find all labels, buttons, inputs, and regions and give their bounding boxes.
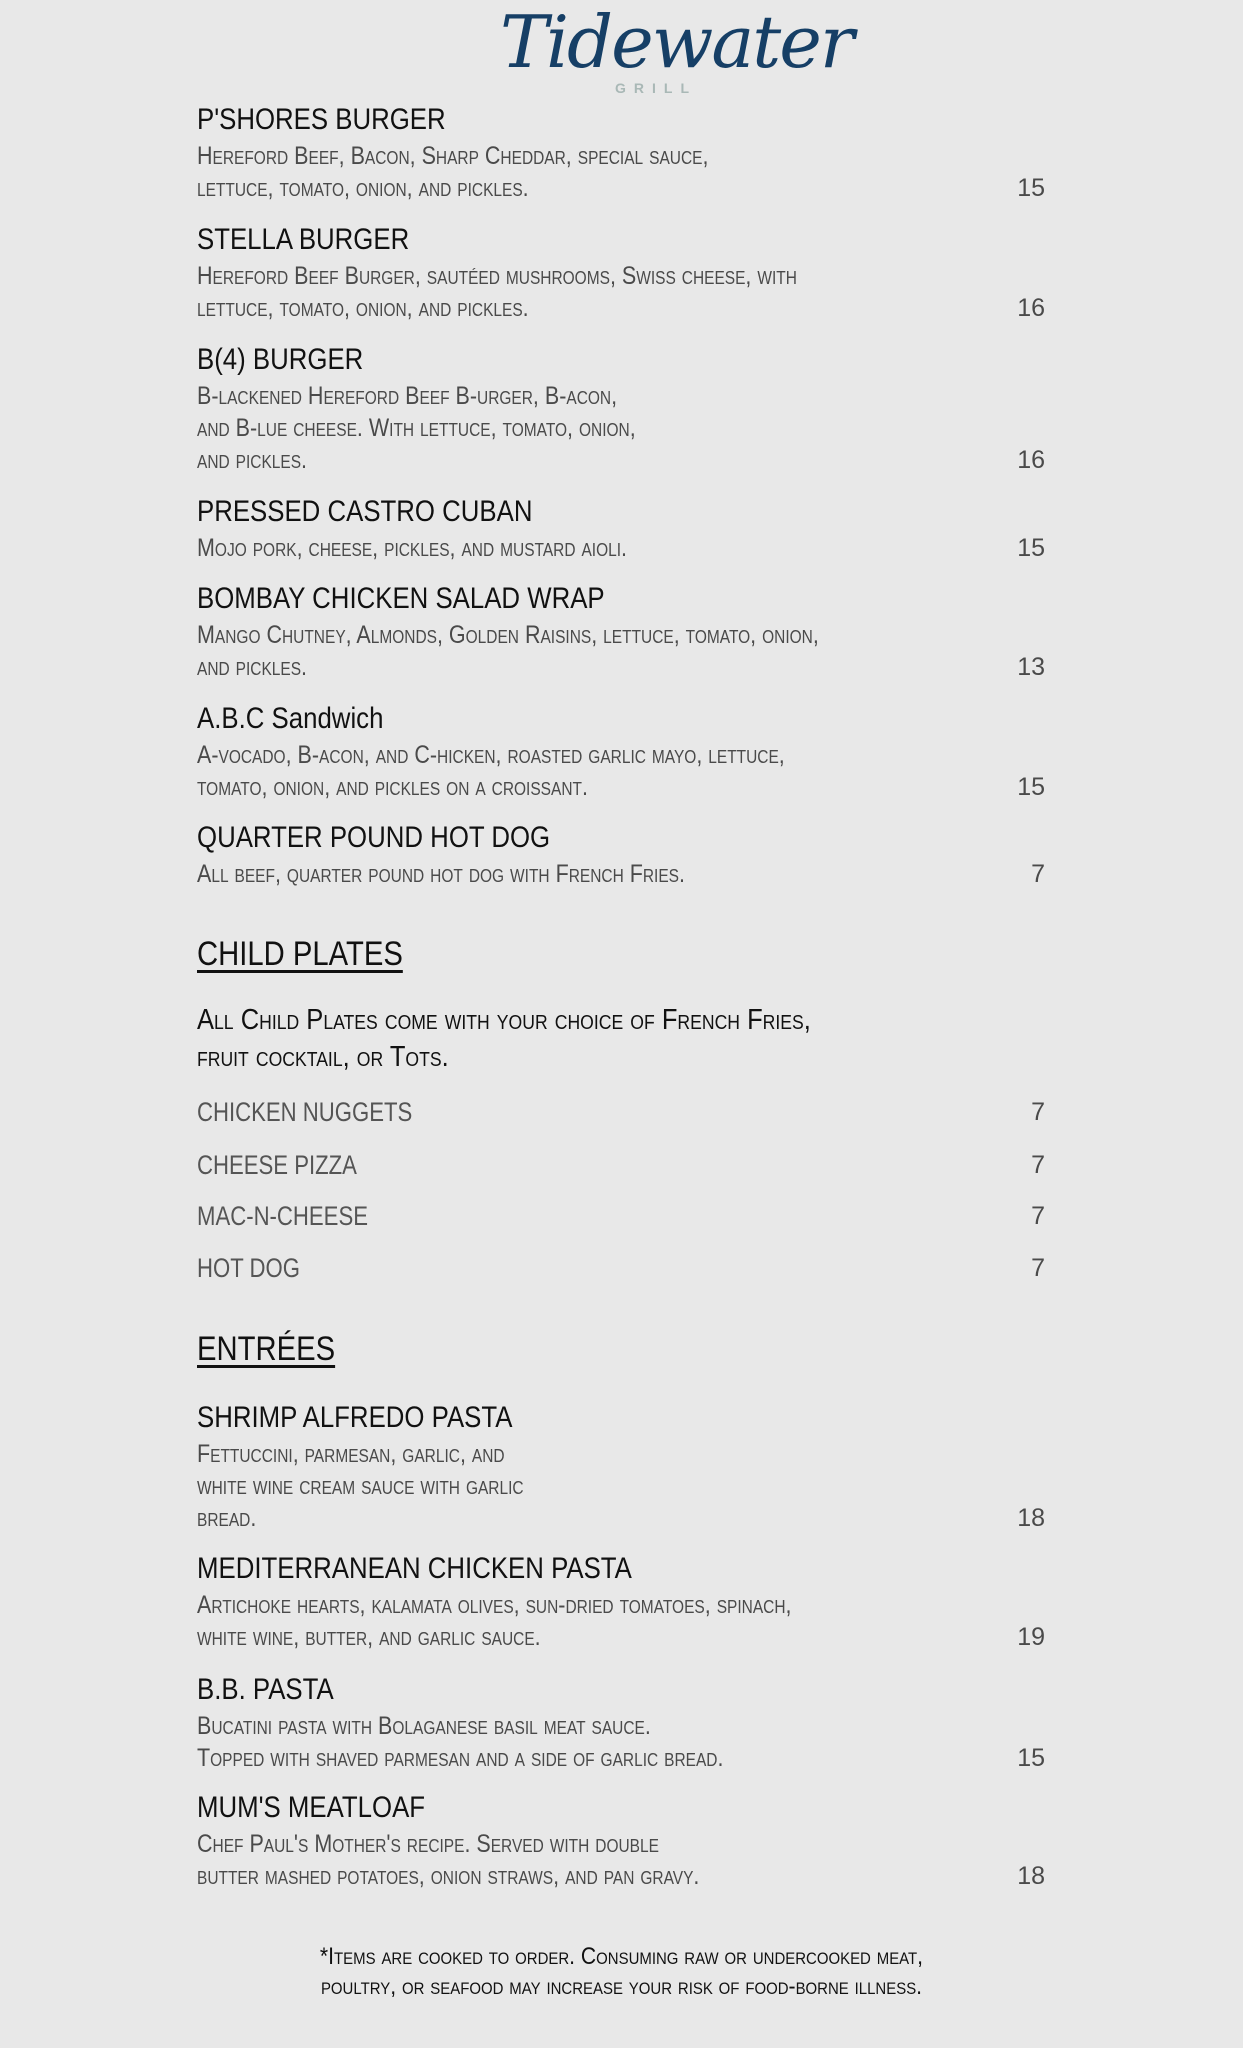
item-title: MUM'S MEATLOAF bbox=[197, 1791, 426, 1824]
item-description-line: Chef Paul's Mother's recipe. Served with double bbox=[197, 1830, 659, 1858]
child-plate-price: 7 bbox=[1031, 1254, 1045, 1282]
disclaimer-line: poultry, or seafood may increase your risk of food-borne illness. bbox=[320, 1973, 923, 2000]
menu-item bbox=[197, 1788, 1045, 1892]
child-plates-intro bbox=[197, 1002, 811, 1076]
item-price: 15 bbox=[1017, 174, 1045, 202]
item-price: 18 bbox=[1017, 1862, 1045, 1890]
item-title: STELLA BURGER bbox=[197, 223, 410, 256]
child-plate-name: CHEESE PIZZA bbox=[197, 1150, 357, 1180]
item-price: 18 bbox=[1017, 1504, 1045, 1532]
item-title: SHRIMP ALFREDO PASTA bbox=[197, 1401, 513, 1434]
child-plate-price: 7 bbox=[1031, 1098, 1045, 1126]
item-description-line: Mojo pork, cheese, pickles, and mustard aioli. bbox=[197, 534, 628, 562]
entrees-heading: ENTRÉES bbox=[197, 1330, 336, 1368]
child-plates-heading: CHILD PLATES bbox=[197, 935, 403, 973]
child-plate-name: HOT DOG bbox=[197, 1253, 300, 1283]
item-description-line: Hereford Beef, Bacon, Sharp Cheddar, special sauce, bbox=[197, 142, 709, 170]
item-price: 7 bbox=[1031, 860, 1045, 888]
item-description-line: Bucatini pasta with Bolaganese basil meat sauce. bbox=[197, 1712, 651, 1740]
menu-item bbox=[197, 1549, 1045, 1653]
tidewater-logo bbox=[500, 0, 853, 98]
child-plate-price: 7 bbox=[1031, 1202, 1045, 1230]
item-price: 16 bbox=[1017, 446, 1045, 474]
menu-item bbox=[197, 1670, 1045, 1774]
item-description-line: Mango Chutney, Almonds, Golden Raisins, lettuce, tomato, onion, bbox=[197, 621, 819, 649]
intro-line: All Child Plates come with your choice of French Fries, bbox=[197, 1004, 811, 1036]
menu-item bbox=[197, 699, 1045, 803]
item-description-line: tomato, onion, and pickles on a croissant. bbox=[197, 773, 588, 801]
item-title: MEDITERRANEAN CHICKEN PASTA bbox=[197, 1552, 632, 1585]
item-title: P'SHORES BURGER bbox=[197, 103, 446, 136]
child-plate-name: CHICKEN NUGGETS bbox=[197, 1097, 413, 1127]
item-price: 19 bbox=[1017, 1623, 1045, 1651]
item-description-line: and B-lue cheese. With lettuce, tomato, onion, bbox=[197, 414, 636, 442]
menu-item bbox=[197, 100, 1045, 204]
item-description-line: lettuce, tomato, onion, and pickles. bbox=[197, 294, 529, 322]
item-description-line: Artichoke hearts, kalamata olives, sun-dried tomatoes, spinach, bbox=[197, 1591, 792, 1619]
child-plate-price: 7 bbox=[1031, 1151, 1045, 1179]
menu-item bbox=[197, 818, 1045, 890]
item-title: PRESSED CASTRO CUBAN bbox=[197, 495, 533, 528]
item-description-line: All beef, quarter pound hot dog with French Fries. bbox=[197, 860, 685, 888]
item-title: QUARTER POUND HOT DOG bbox=[197, 821, 551, 854]
item-description-line: Topped with shaved parmesan and a side of garlic bread. bbox=[197, 1744, 724, 1772]
menu-item bbox=[197, 1398, 1045, 1534]
item-description-line: Fettuccini, parmesan, garlic, and bbox=[197, 1440, 505, 1468]
item-description-line: Hereford Beef Burger, sautéed mushrooms, Swiss cheese, with bbox=[197, 262, 797, 290]
item-description-line: and pickles. bbox=[197, 653, 308, 681]
item-price: 15 bbox=[1017, 1744, 1045, 1772]
child-plate-item bbox=[197, 1094, 1045, 1130]
item-price: 13 bbox=[1017, 653, 1045, 681]
item-price: 15 bbox=[1017, 534, 1045, 562]
menu-item bbox=[197, 492, 1045, 564]
item-description-line: white wine, butter, and garlic sauce. bbox=[197, 1623, 541, 1651]
menu-item bbox=[197, 340, 1045, 476]
item-description-line: butter mashed potatoes, onion straws, and pan gravy. bbox=[197, 1862, 700, 1890]
item-price: 15 bbox=[1017, 773, 1045, 801]
item-description-line: A-vocado, B-acon, and C-hicken, roasted garlic mayo, lettuce, bbox=[197, 741, 785, 769]
item-title: BOMBAY CHICKEN SALAD WRAP bbox=[197, 582, 605, 615]
child-plate-item bbox=[197, 1147, 1045, 1183]
child-plate-item bbox=[197, 1198, 1045, 1234]
child-plate-item bbox=[197, 1250, 1045, 1286]
intro-line: fruit cocktail, or Tots. bbox=[197, 1041, 449, 1073]
child-plate-name: MAC-N-CHEESE bbox=[197, 1201, 368, 1231]
menu-item bbox=[197, 579, 1045, 683]
item-description-line: white wine cream sauce with garlic bbox=[197, 1472, 524, 1500]
food-safety-disclaimer bbox=[0, 1942, 1243, 2002]
item-description-line: bread. bbox=[197, 1504, 257, 1532]
item-price: 16 bbox=[1017, 294, 1045, 322]
item-description-line: lettuce, tomato, onion, and pickles. bbox=[197, 174, 529, 202]
item-title: B(4) BURGER bbox=[197, 343, 364, 376]
logo-script: Tidewater bbox=[500, 0, 853, 84]
logo-subtitle: GRILL bbox=[615, 80, 697, 96]
disclaimer-line: *Items are cooked to order. Consuming raw or undercooked meat, bbox=[319, 1943, 924, 1970]
item-title: A.B.C Sandwich bbox=[197, 702, 384, 735]
menu-item bbox=[197, 220, 1045, 324]
item-description-line: and pickles. bbox=[197, 446, 308, 474]
item-title: B.B. PASTA bbox=[197, 1673, 334, 1706]
item-description-line: B-lackened Hereford Beef B-urger, B-acon, bbox=[197, 382, 618, 410]
